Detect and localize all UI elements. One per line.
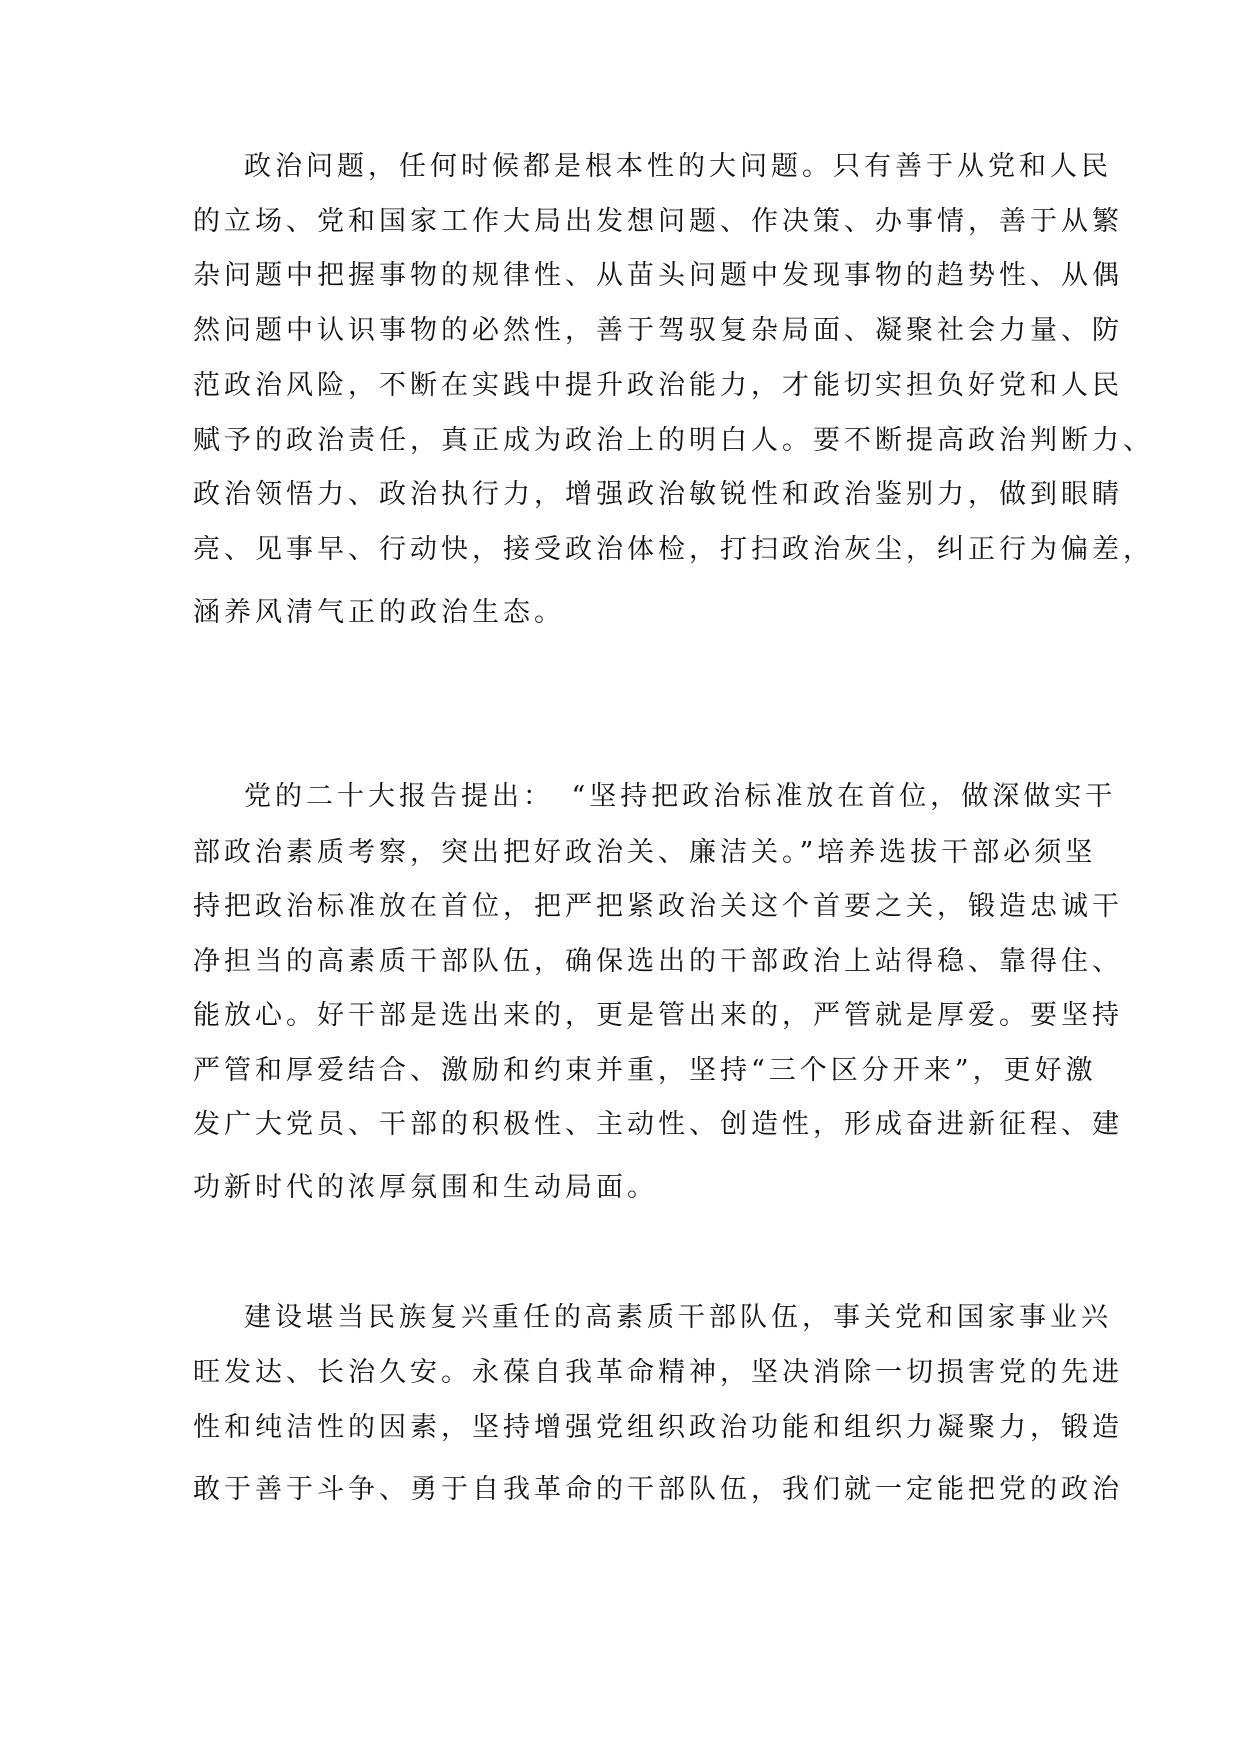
text-line: 持把政治标准放在首位，把严把紧政治关这个首要之关，锻造忠诚干 — [193, 891, 1123, 922]
text-line: 部政治素质考察，突出把好政治关、廉洁关。”培养选拔干部必须坚 — [193, 837, 1097, 868]
text-line: 发广大党员、干部的积极性、主动性、创造性，形成奋进新征程、建 — [193, 1109, 1123, 1140]
text-line: 严管和厚爱结合、激励和约束并重，坚持“三个区分开来”，更好激 — [193, 1055, 1097, 1086]
text-line: 涵养风清气正的政治生态。 — [193, 597, 565, 628]
text-line: 能放心。好干部是选出来的，更是管出来的，严管就是厚爱。要坚持 — [193, 1000, 1123, 1031]
text-line: 然问题中认识事物的必然性，善于驾驭复杂局面、凝聚社会力量、防 — [193, 315, 1123, 346]
text-line: 敢于善于斗争、勇于自我革命的干部队伍，我们就一定能把党的政治 — [193, 1474, 1123, 1505]
text-line: 范政治风险，不断在实践中提升政治能力，才能切实担负好党和人民 — [193, 370, 1123, 401]
text-line: 赋予的政治责任，真正成为政治上的明白人。要不断提高政治判断力、 — [193, 425, 1154, 456]
text-line: 的立场、党和国家工作大局出发想问题、作决策、办事情，善于从繁 — [193, 206, 1123, 237]
text-line: 亮、见事早、行动快，接受政治体检，打扫政治灰尘，纠正行为偏差， — [193, 534, 1154, 565]
text-line: 杂问题中把握事物的规律性、从苗头问题中发现事物的趋势性、从偶 — [193, 260, 1123, 291]
text-line: 净担当的高素质干部队伍，确保选出的干部政治上站得稳、靠得住、 — [193, 946, 1123, 977]
text-line: 建设堪当民族复兴重任的高素质干部队伍，事关党和国家事业兴 — [244, 1302, 1112, 1333]
text-line: 政治问题，任何时候都是根本性的大问题。只有善于从党和人民 — [244, 151, 1112, 182]
text-line: 政治领悟力、政治执行力，增强政治敏锐性和政治鉴别力，做到眼睛 — [193, 479, 1123, 510]
text-line: 党的二十大报告提出： “坚持把政治标准放在首位，做深做实干 — [244, 781, 1117, 812]
text-line: 旺发达、长治久安。永葆自我革命精神，坚决消除一切损害党的先进 — [193, 1357, 1123, 1388]
text-line: 功新时代的浓厚氛围和生动局面。 — [193, 1172, 658, 1203]
text-line: 性和纯洁性的因素，坚持增强党组织政治功能和组织力凝聚力，锻造 — [193, 1412, 1123, 1443]
